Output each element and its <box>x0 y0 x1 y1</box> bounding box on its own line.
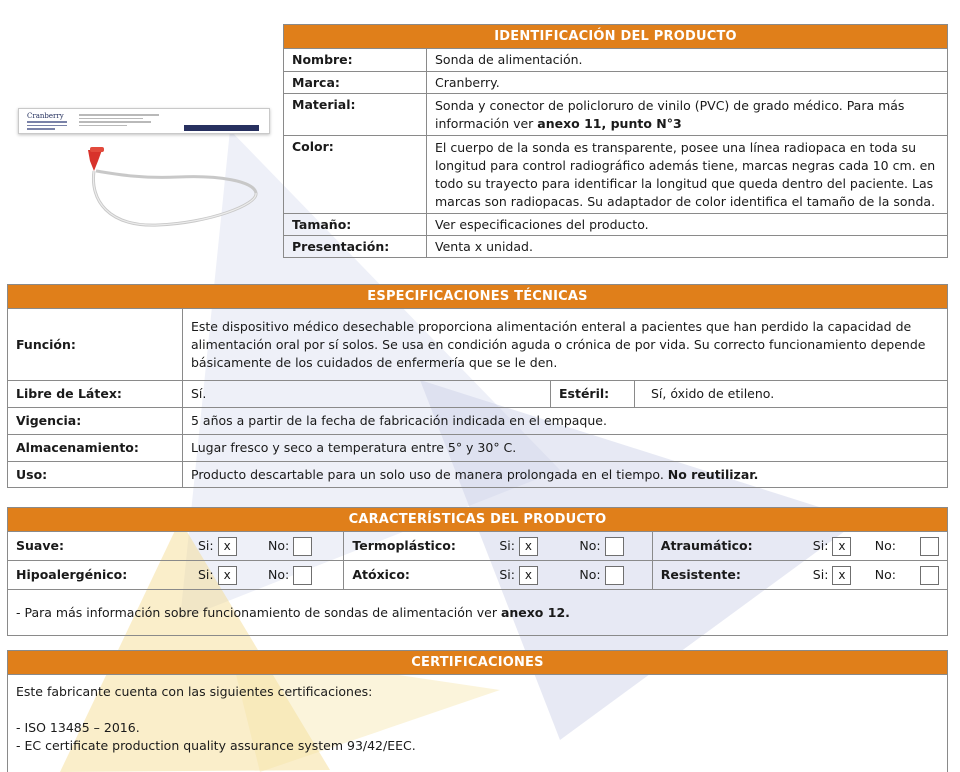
no-checkbox[interactable] <box>920 566 939 585</box>
char-name: Atóxico: <box>352 567 410 582</box>
funcion-label: Función: <box>8 309 183 381</box>
no-checkbox[interactable] <box>605 566 624 585</box>
esteril-label: Estéril: <box>551 381 635 408</box>
caracteristicas-note: - Para más información sobre funcionamiento de sondas de alimentación ver anexo 12. <box>8 590 948 636</box>
certificaciones-body <box>8 675 948 772</box>
char-hipoalergenico: Hipoalergénico: Si: x No: <box>8 561 344 590</box>
si-checkbox[interactable]: x <box>519 566 538 585</box>
tamano-label: Tamaño: <box>284 214 427 236</box>
no-checkbox[interactable] <box>293 566 312 585</box>
uso-label: Uso: <box>8 462 183 488</box>
uso-warning: No reutilizar. <box>667 466 759 482</box>
package-brand: Cranberry <box>27 112 64 120</box>
char-name: Resistente: <box>660 567 741 582</box>
latex-value: Sí. <box>183 381 551 408</box>
no-checkbox[interactable] <box>293 537 312 556</box>
material-annex: anexo 11, punto N°3 <box>537 115 682 131</box>
no-checkbox[interactable] <box>920 537 939 556</box>
color-label: Color: <box>284 136 427 214</box>
marca-value: Cranberry. <box>427 72 948 94</box>
si-checkbox[interactable]: x <box>218 537 237 556</box>
especificaciones-table <box>7 284 948 488</box>
uso-value: Producto descartable para un solo uso de manera prolongada en el tiempo. No reutilizar. <box>183 462 948 488</box>
note-annex: anexo 12. <box>500 604 570 620</box>
certificaciones-intro: Este fabricante cuenta con las siguientes certificaciones: <box>16 684 373 699</box>
marca-label: Marca: <box>284 72 427 94</box>
char-name: Suave: <box>16 538 64 553</box>
almacenamiento-value: Lugar fresco y seco a temperatura entre 5° y 30° C. <box>183 435 948 462</box>
presentacion-label: Presentación: <box>284 236 427 258</box>
product-image <box>18 105 268 235</box>
char-suave: Suave: Si: x No: <box>8 532 344 561</box>
esteril-value: Sí, óxido de etileno. <box>635 381 948 408</box>
caracteristicas-header: CARACTERÍSTICAS DEL PRODUCTO <box>8 508 948 532</box>
char-atoxico: Atóxico: Si: x No: <box>344 561 652 590</box>
tamano-value: Ver especificaciones del producto. <box>427 214 948 236</box>
char-termoplastico: Termoplástico: Si: x No: <box>344 532 652 561</box>
char-name: Hipoalergénico: <box>16 567 128 582</box>
certificaciones-header: CERTIFICACIONES <box>8 651 948 675</box>
almacenamiento-label: Almacenamiento: <box>8 435 183 462</box>
feeding-tube-icon <box>18 105 268 235</box>
si-checkbox[interactable]: x <box>218 566 237 585</box>
certificaciones-table <box>7 650 948 772</box>
material-label: Material: <box>284 94 427 136</box>
nombre-value: Sonda de alimentación. <box>427 49 948 72</box>
latex-label: Libre de Látex: <box>8 381 183 408</box>
cert-item: - EC certificate production quality assurance system 93/42/EEC. <box>16 738 416 753</box>
color-value: El cuerpo de la sonda es transparente, posee una línea radiopaca en toda su longitud para control radiográfico además tiene, marcas negras cada 10 cm. en todo su trayecto para identificar la longitud que queda dentro del paciente. Las marcas son radiopacas. Su adaptador de color identifica el tamaño de la sonda. <box>427 136 948 214</box>
char-name: Termoplástico: <box>352 538 456 553</box>
char-atraumatico: Atraumático: Si: x No: <box>652 532 947 561</box>
nombre-label: Nombre: <box>284 49 427 72</box>
identificacion-header: IDENTIFICACIÓN DEL PRODUCTO <box>284 25 948 49</box>
char-resistente: Resistente: Si: x No: <box>652 561 947 590</box>
si-checkbox[interactable]: x <box>832 566 851 585</box>
material-value: Sonda y conector de policloruro de vinilo (PVC) de grado médico. Para más información ver anexo 11, punto N°3 <box>427 94 948 136</box>
vigencia-value: 5 años a partir de la fecha de fabricación indicada en el empaque. <box>183 408 948 435</box>
vigencia-label: Vigencia: <box>8 408 183 435</box>
char-name: Atraumático: <box>660 538 753 553</box>
funcion-value: Este dispositivo médico desechable proporciona alimentación enteral a pacientes que han perdido la capacidad de alimentación oral por sí solos. Se usa en condición aguda o crónica de por vida. Su correcto funcionamiento depende básicamente de los cuidados de enfermería que se le den. <box>183 309 948 381</box>
cert-item: - ISO 13485 – 2016. <box>16 720 140 735</box>
identificacion-table <box>283 24 948 258</box>
presentacion-value: Venta x unidad. <box>427 236 948 258</box>
no-checkbox[interactable] <box>605 537 624 556</box>
especificaciones-header: ESPECIFICACIONES TÉCNICAS <box>8 285 948 309</box>
caracteristicas-table <box>7 507 948 636</box>
si-checkbox[interactable]: x <box>519 537 538 556</box>
si-checkbox[interactable]: x <box>832 537 851 556</box>
